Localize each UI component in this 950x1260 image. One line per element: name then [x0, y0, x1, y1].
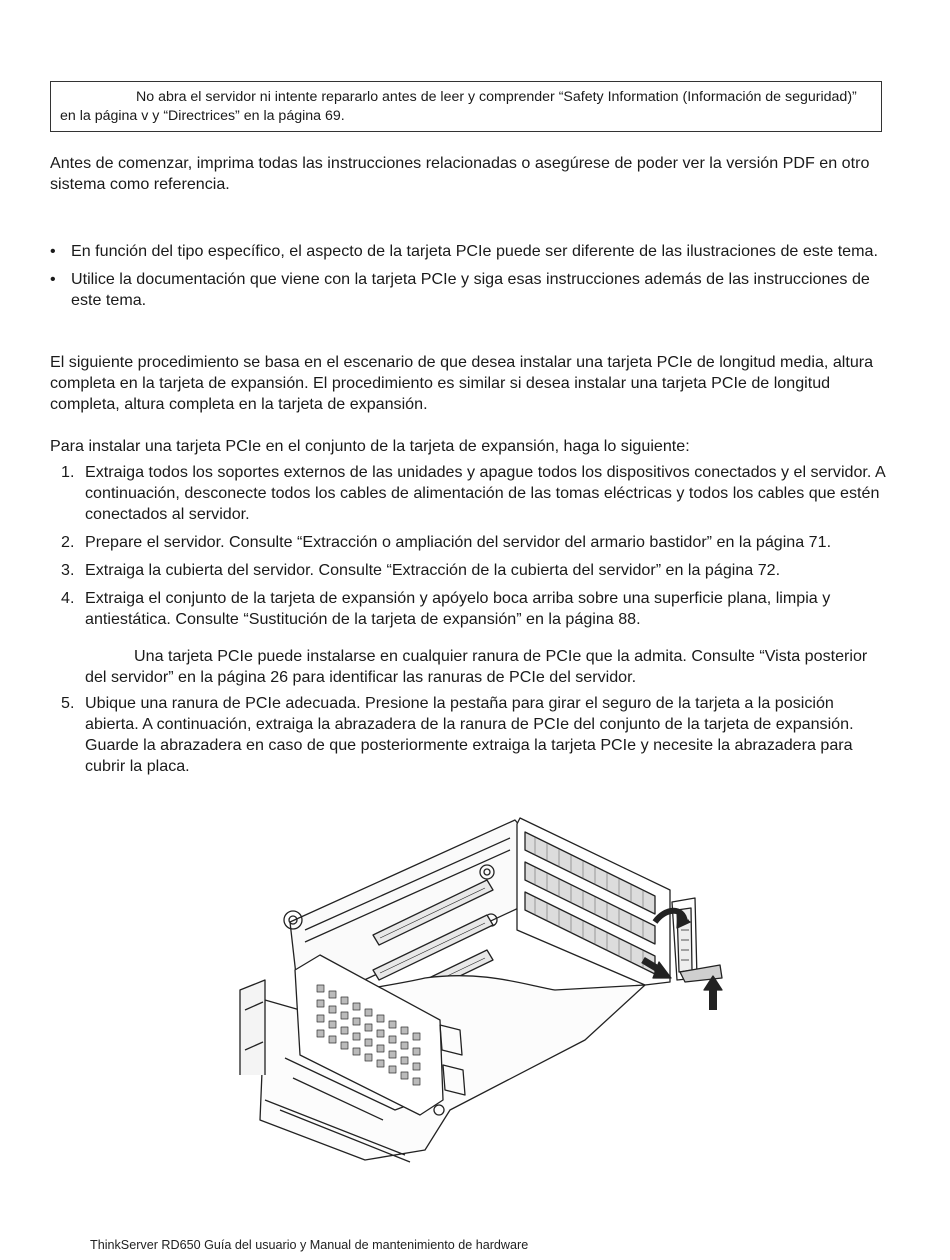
procedure-intro: Para instalar una tarjeta PCIe en el conjunto de la tarjeta de expansión, haga lo siguiente: [50, 437, 690, 455]
notice-box [50, 81, 882, 132]
bullet-item: • Utilice la documentación que viene con la tarjeta PCIe y siga esas instrucciones además de las instrucciones de este tema. [50, 270, 870, 309]
page-footer: ThinkServer RD650 Guía del usuario y Manual de mantenimiento de hardware [90, 1238, 529, 1252]
steps-list [50, 462, 885, 637]
bullet-list [50, 241, 885, 318]
step-item: 4. Extraiga el conjunto de la tarjeta de expansión y apóyelo boca arriba sobre una superficie plana, limpia y antiestática. Consulte “Sustitución de la tarjeta de expansión” en la página 88. [61, 589, 831, 628]
step-item: 1. Extraiga todos los soportes externos de las unidades y apague todos los dispositivos conectados y el servidor. A continuación, desconecte todos los cables de alimentación de las tomas eléctricas y todos los cables que estén conectados al servidor. [61, 463, 885, 523]
step-item: 3. Extraiga la cubierta del servidor. Consulte “Extracción de la cubierta del servidor” en la página 72. [61, 561, 781, 579]
step-item: 5. Ubique una ranura de PCIe adecuada. Presione la pestaña para girar el seguro de la tarjeta a la posición abierta. A continuación, extraiga la abrazadera de la ranura de PCIe del conjunto de la tarjeta de expansión. Guarde la abrazadera en caso de que posteriormente extraiga la tarjeta PCIe y necesite la abrazadera para cubrir la placa. [61, 694, 854, 775]
bullet-item: • En función del tipo específico, el aspecto de la tarjeta PCIe puede ser diferente de las ilustraciones de este tema. [50, 242, 878, 260]
intro-paragraph: Antes de comenzar, imprima todas las instrucciones relacionadas o asegúrese de poder ver la versión PDF en otro sistema como referencia. [50, 154, 870, 193]
step-item: 2. Prepare el servidor. Consulte “Extracción o ampliación del servidor del armario bastidor” en la página 71. [61, 533, 832, 551]
scenario-paragraph: El siguiente procedimiento se basa en el escenario de que desea instalar una tarjeta PCIe de longitud media, altura completa en la tarjeta de expansión. El procedimiento es similar si desea instalar una tarjeta PCIe de longitud completa, altura completa en la tarjeta de expansión. [50, 353, 874, 413]
riser-card-illustration [225, 810, 735, 1170]
note-paragraph: Una tarjeta PCIe puede instalarse en cualquier ranura de PCIe que la admita. Consulte “Vista posterior del servidor” en la página 26 para identificar las ranuras de PCIe del servidor. [85, 647, 868, 686]
notice-text: No abra el servidor ni intente repararlo antes de leer y comprender “Safety Information (Información de seguridad)” en la página v y “Directrices” en la página 69. [60, 89, 857, 124]
steps-list-continued [50, 693, 885, 777]
